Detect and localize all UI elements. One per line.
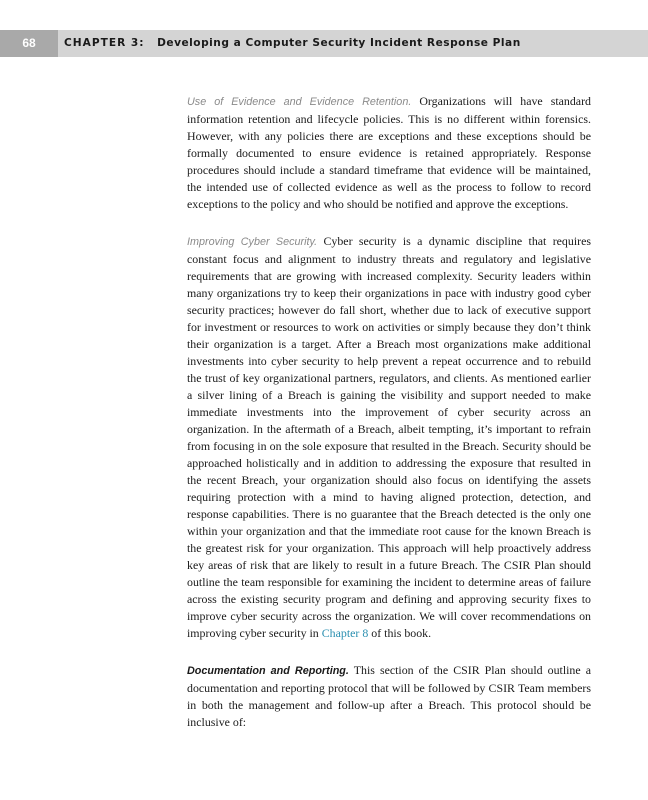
page-number: 68 bbox=[0, 30, 58, 57]
paragraph-tail-cyber: of this book. bbox=[368, 626, 432, 640]
run-in-heading-documentation: Documentation and Reporting. bbox=[187, 665, 349, 677]
paragraph-documentation-reporting bbox=[187, 662, 591, 731]
run-in-heading-cyber: Improving Cyber Security. bbox=[187, 236, 318, 248]
page-body bbox=[187, 93, 591, 751]
chapter-label: CHAPTER 3: bbox=[64, 37, 145, 49]
paragraph-evidence-retention bbox=[187, 93, 591, 213]
chapter-8-link[interactable]: Chapter 8 bbox=[321, 626, 369, 640]
paragraph-improving-cyber-security bbox=[187, 233, 591, 642]
paragraph-body-documentation: This section of the CSIR Plan should outline a documentation and reporting protocol that will be followed by CSIR Team members in both the management and follow-up after a Breach. This protocol should be inclusive of: bbox=[187, 663, 591, 729]
paragraph-body-cyber: Cyber security is a dynamic discipline that requires constant focus and alignment to industry threats and regulatory and legislative requirements that are growing with increased complexity. Security leaders within many organizations try to keep their organizations in pace with industry good cyber security practices; however do fall short, whether due to lack of executive support for investment or resources to work on activities or simply because they don’t think their organization is a target. After a Breach most organizations make additional investments into cyber security to help prevent a repeat occurrence and to rebuild the trust of key organizational partners, regulators, and clients. As mentioned earlier a silver lining of a Breach is gaining the visibility and support needed to make immediate investments into the improvement of cyber security across an organization. In the aftermath of a Breach, albeit tempting, it’s important to refrain from focusing in on the sole exposure that resulted in the Breach. Security should be approached holistically and in addition to addressing the exposure that resulted in the recent Breach, your organization should also focus on identifying the assets requiring protection with a mind to having aligned protection, detection, and response capabilities. There is no guarantee that the Breach detected is the only one within your organization and that the immediate root cause for the known Breach is the greatest risk for your organization. This approach will help proactively address key areas of risk that are likely to result in a future Breach. The CSIR Plan should outline the team responsible for examining the incident to determine areas of failure across the existing security program and defining and approving security fixes to improve cyber security across the organization. We will cover recommendations on improving cyber security in bbox=[187, 234, 591, 640]
chapter-title: Developing a Computer Security Incident Response Plan bbox=[157, 37, 521, 49]
paragraph-body-evidence: Organizations will have standard information retention and lifecycle policies. This is no different within forensics. However, with any policies there are exceptions and these exceptions should be formally documented to ensure evidence is retained appropriately. Response procedures should include a standard timeframe that evidence will be maintained, the intended use of collected evidence as well as the process to follow to record exceptions to the policy and who should be notified and approve the exceptions. bbox=[187, 94, 591, 211]
running-header bbox=[0, 30, 648, 57]
chapter-heading bbox=[64, 30, 521, 57]
run-in-heading-evidence: Use of Evidence and Evidence Retention. bbox=[187, 96, 412, 108]
